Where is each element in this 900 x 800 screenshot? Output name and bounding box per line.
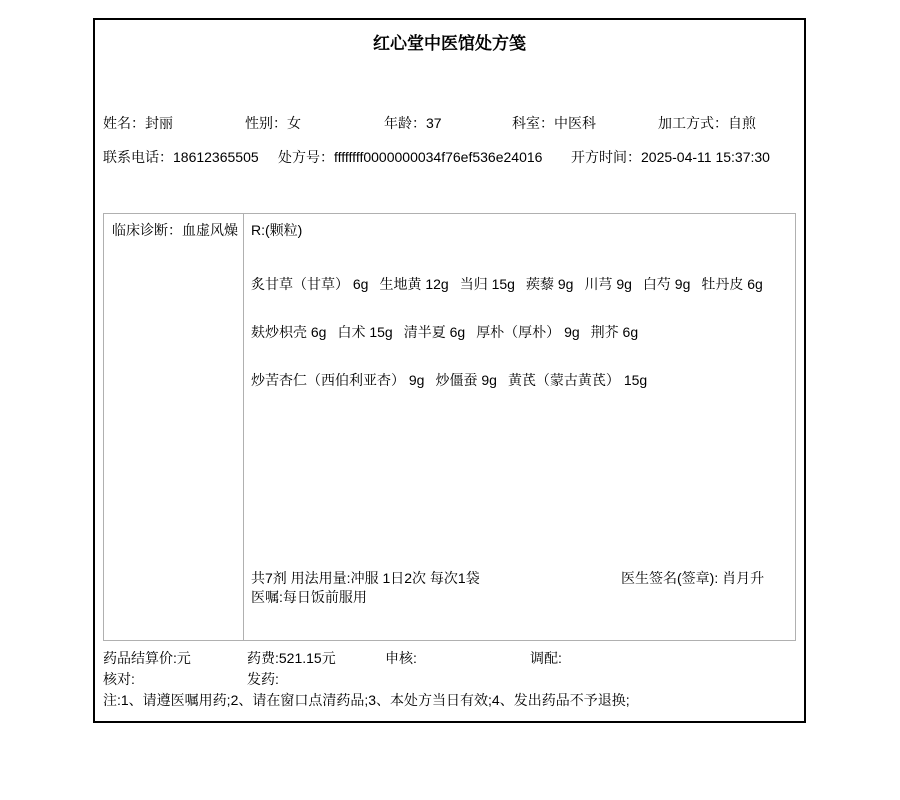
rx-header: R:(颗粒) <box>251 222 303 238</box>
review-label: 申核: <box>385 650 417 666</box>
department-field <box>512 116 596 131</box>
medicine-fee-label: 药费: <box>247 650 279 666</box>
notes-line: 注:1、请遵医嘱用药;2、请在窗口点清药品;3、本处方当日有效;4、发出药品不予退换; <box>103 692 630 708</box>
medicine-fee-field <box>247 651 336 666</box>
diagnosis-field <box>112 223 238 238</box>
dispense-label: 调配: <box>530 650 562 666</box>
patient-name-label: 姓名： <box>103 115 145 131</box>
diagnosis-label: 临床诊断： <box>112 222 182 238</box>
prescribe-time-field <box>571 150 770 165</box>
medicine-item: 蒺藜 9g <box>525 276 574 292</box>
doctor-signature-label: 医生签名(签章): <box>621 570 723 586</box>
patient-age-value: 37 <box>426 115 442 131</box>
medicine-item: 牡丹皮 6g <box>701 276 763 292</box>
patient-gender-value: 女 <box>287 115 301 131</box>
prescription-no-label: 处方号： <box>278 149 334 165</box>
medicine-line <box>251 276 763 292</box>
department-label: 科室： <box>512 115 554 131</box>
processing-method-value: 自煎 <box>728 115 756 131</box>
processing-method-label: 加工方式： <box>658 115 728 131</box>
medicine-item: 生地黄 12g <box>379 276 449 292</box>
medicine-item: 厚朴（厚朴） 9g <box>476 324 580 340</box>
medicine-item: 炙甘草（甘草） 6g <box>251 276 369 292</box>
phone-label: 联系电话： <box>103 149 173 165</box>
patient-age-field <box>384 116 442 131</box>
phone-value: 18612365505 <box>173 149 259 165</box>
patient-name-value: 封丽 <box>145 115 173 131</box>
medicine-line <box>251 324 638 340</box>
medicine-item: 荆芥 6g <box>590 324 639 340</box>
check-label: 核对: <box>103 671 135 687</box>
phone-field <box>103 150 259 165</box>
settlement-price-value: 元 <box>176 650 191 666</box>
doctor-signature-field <box>621 569 764 588</box>
medicine-item: 当归 15g <box>459 276 515 292</box>
column-divider <box>243 214 244 640</box>
prescription-document <box>93 18 806 723</box>
dispense-field <box>530 651 562 666</box>
medicine-item: 白术 15g <box>337 324 393 340</box>
issue-field <box>247 672 279 687</box>
settlement-price-label: 药品结算价: <box>103 650 177 666</box>
diagnosis-value: 血虚风燥 <box>182 222 238 238</box>
medicine-item: 清半夏 6g <box>403 324 466 340</box>
prescribe-time-value: 2025-04-11 15:37:30 <box>641 149 770 165</box>
patient-gender-label: 性别： <box>245 115 287 131</box>
check-field <box>103 672 135 687</box>
medicine-item: 炒僵蚕 9g <box>435 372 497 388</box>
medicine-fee-value: 521.15元 <box>278 650 336 666</box>
medicine-item: 川芎 9g <box>584 276 632 292</box>
medicine-item: 黄芪（蒙古黄芪） 15g <box>507 372 648 388</box>
usage-line: 共7剂 用法用量:冲服 1日2次 每次1袋 <box>251 570 480 586</box>
patient-age-label: 年龄： <box>384 115 426 131</box>
medicine-line <box>251 372 647 388</box>
medicine-item: 麸炒枳壳 6g <box>251 324 327 340</box>
medicine-item: 白芍 9g <box>642 276 691 292</box>
medicine-item: 炒苦杏仁（西伯利亚杏） 9g <box>251 372 425 388</box>
prescribe-time-label: 开方时间： <box>571 149 641 165</box>
patient-gender-field <box>245 116 301 131</box>
doctor-signature-value: 肖月升 <box>722 570 765 586</box>
prescription-no-field <box>278 150 542 165</box>
department-value: 中医科 <box>554 115 596 131</box>
usage-block <box>251 569 480 607</box>
prescription-table <box>103 213 796 641</box>
settlement-price-field <box>103 651 191 666</box>
page-title: 红心堂中医馆处方笺 <box>373 34 526 53</box>
processing-method-field <box>658 116 756 131</box>
issue-label: 发药: <box>247 671 279 687</box>
doctor-advice-line: 医嘱:每日饭前服用 <box>251 589 367 605</box>
prescription-no-value: ffffffff0000000034f76ef536e24016 <box>334 149 543 165</box>
patient-name-field <box>103 116 173 131</box>
review-field <box>385 651 417 666</box>
